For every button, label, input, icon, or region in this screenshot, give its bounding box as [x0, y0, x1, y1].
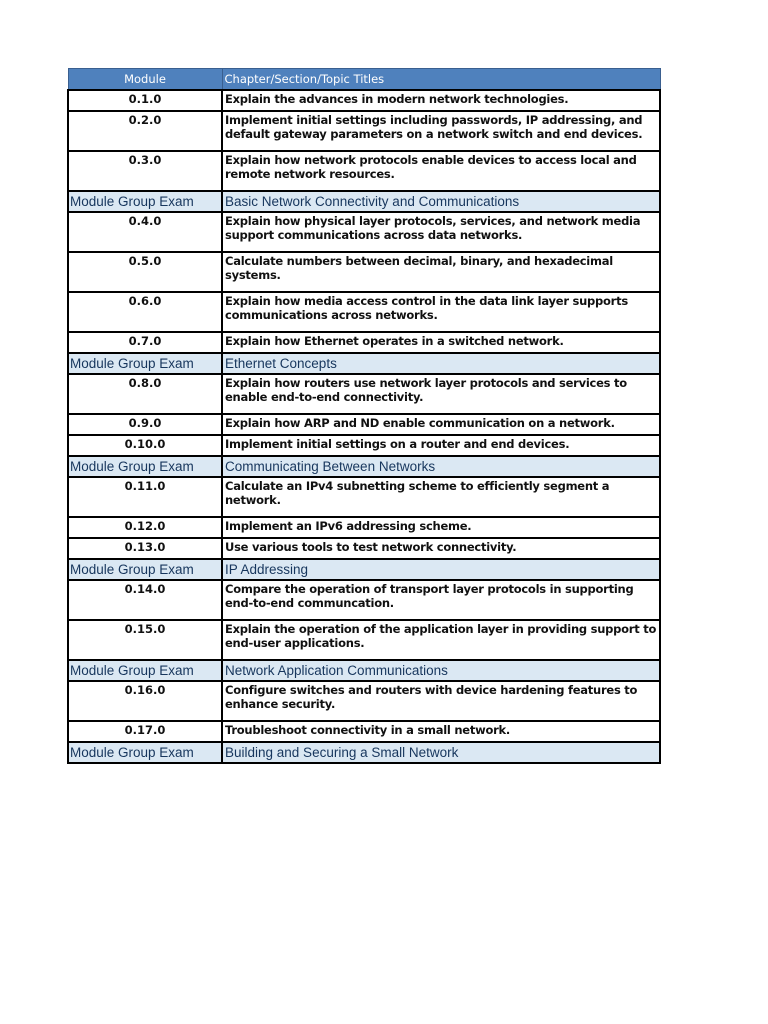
module-number: 0.9.0	[68, 414, 222, 435]
module-title-cell	[222, 517, 660, 538]
module-number: 0.11.0	[68, 477, 222, 517]
header-module: Module	[68, 69, 222, 91]
table-row	[68, 517, 660, 538]
exam-label: Module Group Exam	[68, 353, 222, 374]
module-title-cell	[222, 332, 660, 353]
module-title: Use various tools to test network connectivity.	[225, 540, 517, 554]
table-row	[68, 538, 660, 559]
exam-label: Module Group Exam	[68, 456, 222, 477]
module-number: 0.12.0	[68, 517, 222, 538]
module-title-cell	[222, 90, 660, 111]
module-title: Implement initial settings on a router and end devices.	[225, 437, 570, 451]
exam-label: Module Group Exam	[68, 559, 222, 580]
module-title: Explain how network protocols enable devices to access local and remote network resources.	[225, 153, 637, 181]
module-number: 0.8.0	[68, 374, 222, 414]
module-number: 0.3.0	[68, 151, 222, 191]
module-title: Implement initial settings including passwords, IP addressing, and default gateway parameters on a network switch and end devices.	[225, 113, 643, 141]
module-title: Configure switches and routers with device hardening features to enhance security.	[225, 683, 638, 711]
table-row	[68, 580, 660, 620]
module-title: Explain how ARP and ND enable communication on a network.	[225, 416, 615, 430]
module-title: Calculate numbers between decimal, binary, and hexadecimal systems.	[225, 254, 613, 282]
exam-title: Network Application Communications	[222, 660, 660, 681]
module-title: Compare the operation of transport layer protocols in supporting end-to-end communcation.	[225, 582, 634, 610]
table-row	[68, 292, 660, 332]
module-number: 0.13.0	[68, 538, 222, 559]
table-row	[68, 721, 660, 742]
module-title: Implement an IPv6 addressing scheme.	[225, 519, 472, 533]
module-title: Explain how routers use network layer protocols and services to enable end-to-end connectivity.	[225, 376, 627, 404]
table-row	[68, 620, 660, 660]
module-title-cell	[222, 252, 660, 292]
module-number: 0.17.0	[68, 721, 222, 742]
exam-row	[68, 456, 660, 477]
module-title: Explain how Ethernet operates in a switched network.	[225, 334, 564, 348]
exam-row	[68, 559, 660, 580]
module-number: 0.10.0	[68, 435, 222, 456]
module-title-cell	[222, 374, 660, 414]
table-row	[68, 374, 660, 414]
module-number: 0.6.0	[68, 292, 222, 332]
exam-title: Ethernet Concepts	[222, 353, 660, 374]
module-table	[67, 68, 661, 764]
module-number: 0.16.0	[68, 681, 222, 721]
module-number: 0.4.0	[68, 212, 222, 252]
module-title: Explain the advances in modern network technologies.	[225, 92, 569, 106]
exam-label: Module Group Exam	[68, 191, 222, 212]
module-number: 0.5.0	[68, 252, 222, 292]
module-title-cell	[222, 292, 660, 332]
exam-row	[68, 353, 660, 374]
exam-label: Module Group Exam	[68, 742, 222, 763]
module-title: Explain how physical layer protocols, services, and network media support communications across data networks.	[225, 214, 641, 242]
module-title-cell	[222, 721, 660, 742]
header-title: Chapter/Section/Topic Titles	[222, 69, 660, 91]
exam-row	[68, 191, 660, 212]
module-title: Troubleshoot connectivity in a small network.	[225, 723, 511, 737]
table-row	[68, 111, 660, 151]
module-title-cell	[222, 414, 660, 435]
module-title-cell	[222, 620, 660, 660]
module-title-cell	[222, 580, 660, 620]
module-title-cell	[222, 681, 660, 721]
module-number: 0.2.0	[68, 111, 222, 151]
table-row	[68, 681, 660, 721]
module-title-cell	[222, 435, 660, 456]
table-row	[68, 435, 660, 456]
module-number: 0.15.0	[68, 620, 222, 660]
table-row	[68, 151, 660, 191]
table-row	[68, 252, 660, 292]
table-row	[68, 414, 660, 435]
exam-title: Building and Securing a Small Network	[222, 742, 660, 763]
module-title-cell	[222, 477, 660, 517]
exam-title: Communicating Between Networks	[222, 456, 660, 477]
exam-title: Basic Network Connectivity and Communications	[222, 191, 660, 212]
module-title-cell	[222, 538, 660, 559]
table-row	[68, 332, 660, 353]
module-title: Explain how media access control in the data link layer supports communications across networks.	[225, 294, 628, 322]
module-title: Explain the operation of the application layer in providing support to end-user applications.	[225, 622, 657, 650]
header-row	[68, 69, 660, 91]
module-title-cell	[222, 111, 660, 151]
exam-title: IP Addressing	[222, 559, 660, 580]
exam-label: Module Group Exam	[68, 660, 222, 681]
module-title-cell	[222, 151, 660, 191]
table-row	[68, 90, 660, 111]
table-row	[68, 212, 660, 252]
module-number: 0.14.0	[68, 580, 222, 620]
exam-row	[68, 660, 660, 681]
exam-row	[68, 742, 660, 763]
module-number: 0.1.0	[68, 90, 222, 111]
module-title: Calculate an IPv4 subnetting scheme to efficiently segment a network.	[225, 479, 610, 507]
module-title-cell	[222, 212, 660, 252]
table-row	[68, 477, 660, 517]
module-number: 0.7.0	[68, 332, 222, 353]
